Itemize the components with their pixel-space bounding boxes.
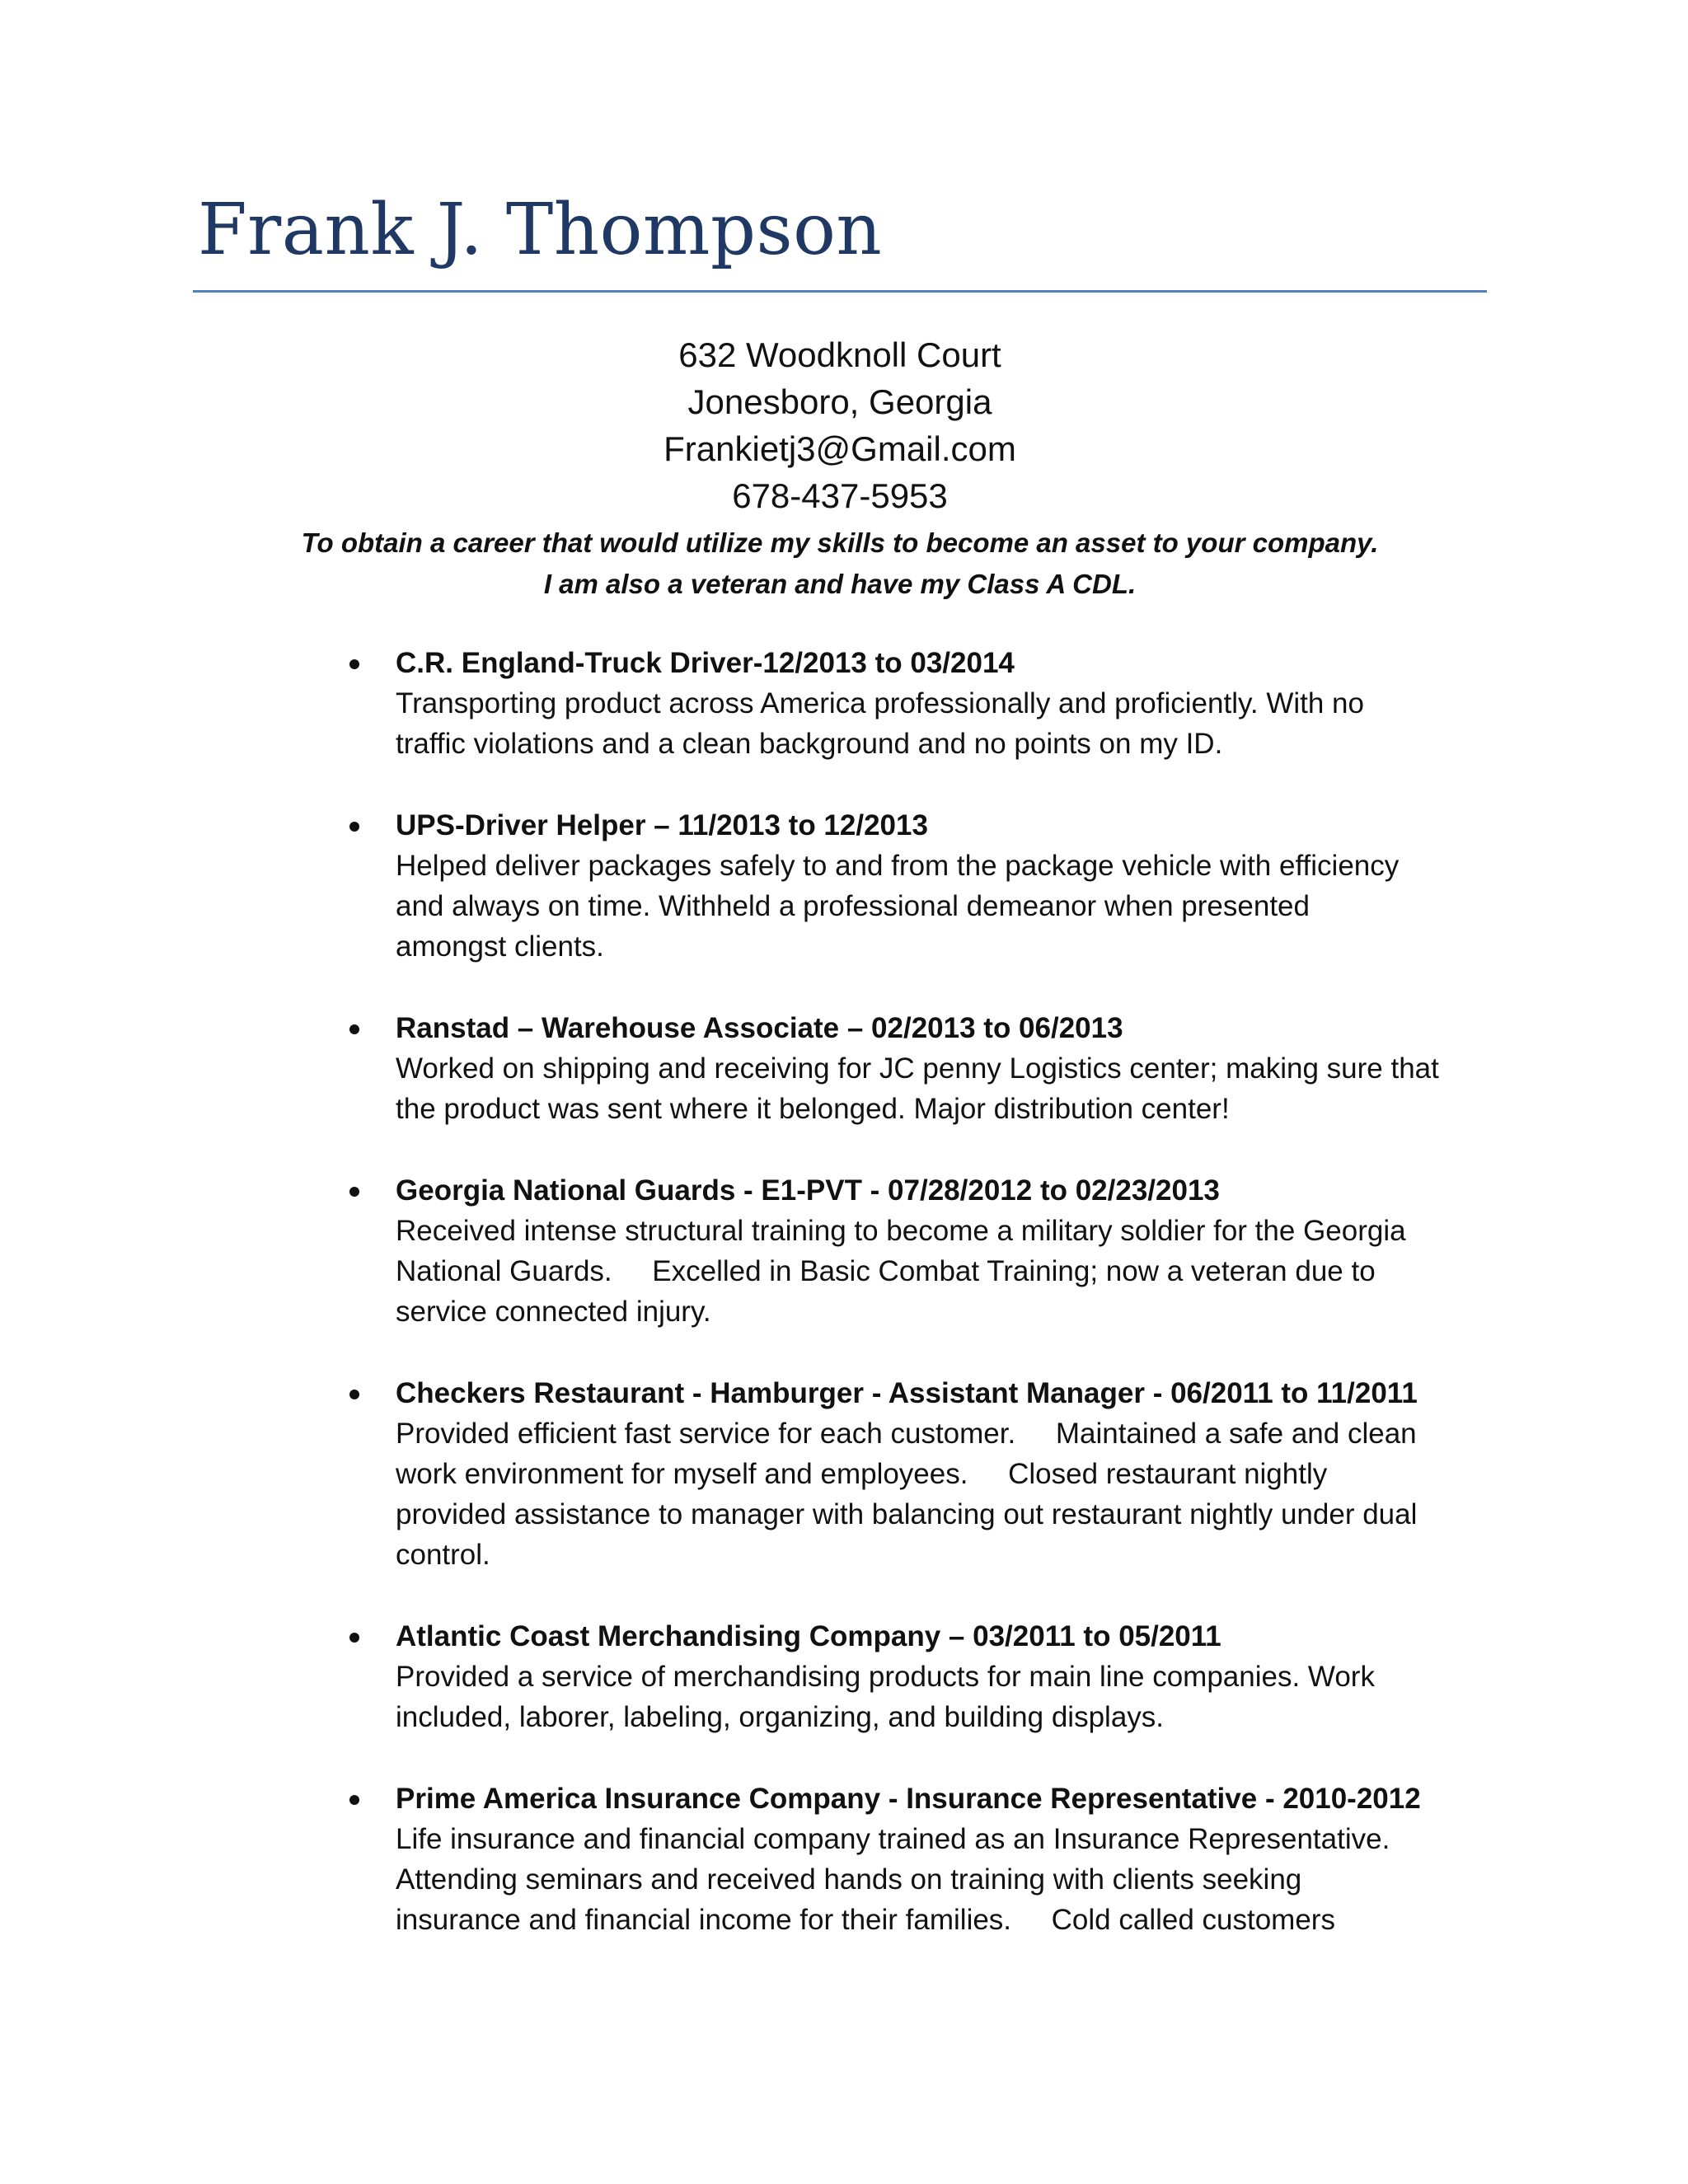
bullet-point [349,822,359,832]
contact-email: Frankietj3@Gmail.com [663,429,1016,468]
job-description-line: Transporting product across America professionally and proficiently. With no [396,687,1364,719]
job-description [396,1048,1498,1129]
job-description-line: Provided a service of merchandising products for main line companies. Work [396,1661,1375,1693]
job-entry-cr-england [345,643,1498,764]
bullet-point [349,659,359,669]
job-title: Atlantic Coast Merchandising Company – 03/2011 to 05/2011 [396,1620,1221,1652]
job-description-line: National Guards. Excelled in Basic Combat Training; now a veteran due to [396,1255,1376,1287]
job-description-line: control. [396,1539,490,1571]
objective-line-2: I am also a veteran and have my Class A CDL. [543,569,1137,599]
job-description-line: provided assistance to manager with balancing out restaurant nightly under dual [396,1498,1418,1530]
applicant-name: Frank J. Thompson [198,189,883,271]
job-description [396,683,1498,764]
job-description [396,1413,1498,1575]
job-description-line: Provided efficient fast service for each customer. Maintained a safe and clean [396,1418,1417,1450]
bullet-point [349,1633,359,1643]
contact-phone: 678-437-5953 [732,476,948,515]
job-description-line: Helped deliver packages safely to and from the package vehicle with efficiency [396,850,1400,882]
job-description-line: Worked on shipping and receiving for JC penny Logistics center; making sure that [396,1052,1439,1085]
job-entry-georgia-national-guards [345,1170,1498,1332]
job-entry-ups [345,805,1498,967]
job-description-line: included, laborer, labeling, organizing, and building displays. [396,1701,1165,1733]
bullet-point [349,1795,359,1805]
job-title: Checkers Restaurant - Hamburger - Assistant Manager - 06/2011 to 11/2011 [396,1377,1418,1409]
job-entry-checkers [345,1373,1498,1575]
job-entry-ranstad [345,1008,1498,1129]
job-description-line: service connected injury. [396,1296,711,1328]
job-title: UPS-Driver Helper – 11/2013 to 12/2013 [396,809,928,841]
bullet-point [349,1187,359,1197]
bullet-point [349,1024,359,1034]
job-description-line: the product was sent where it belonged. Major distribution center! [396,1093,1230,1125]
job-entry-prime-america [345,1779,1498,1940]
header-divider [193,290,1487,293]
job-description-line: Attending seminars and received hands on training with clients seeking [396,1863,1302,1896]
job-description-line: traffic violations and a clean background and no points on my ID. [396,728,1223,760]
job-title: C.R. England-Truck Driver-12/2013 to 03/2014 [396,647,1015,679]
job-title: Ranstad – Warehouse Associate – 02/2013 to 06/2013 [396,1012,1123,1044]
objective-line-1: To obtain a career that would utilize my skills to become an asset to your company. [301,527,1379,558]
job-description-line: insurance and financial income for their families. Cold called customers [396,1904,1335,1936]
job-entry-atlantic-coast [345,1616,1498,1737]
job-description [396,1819,1498,1940]
job-description-line: and always on time. Withheld a professional demeanor when presented [396,890,1310,922]
job-description-line: Life insurance and financial company trained as an Insurance Representative. [396,1823,1390,1855]
bullet-point [349,1390,359,1399]
job-description [396,846,1498,967]
job-description-line: work environment for myself and employees. Closed restaurant nightly [396,1458,1328,1490]
work-history-list [345,643,1498,1981]
job-description [396,1211,1498,1332]
contact-city: Jonesboro, Georgia [687,382,992,421]
job-description-line: Received intense structural training to become a military soldier for the Georgia [396,1215,1406,1247]
job-description-line: amongst clients. [396,930,604,963]
job-title: Prime America Insurance Company - Insurance Representative - 2010-2012 [396,1783,1421,1815]
job-description [396,1657,1498,1737]
objective-block [193,523,1487,605]
contact-block [193,331,1487,519]
job-title: Georgia National Guards - E1-PVT - 07/28/2012 to 02/23/2013 [396,1174,1220,1207]
contact-street: 632 Woodknoll Court [678,335,1001,374]
